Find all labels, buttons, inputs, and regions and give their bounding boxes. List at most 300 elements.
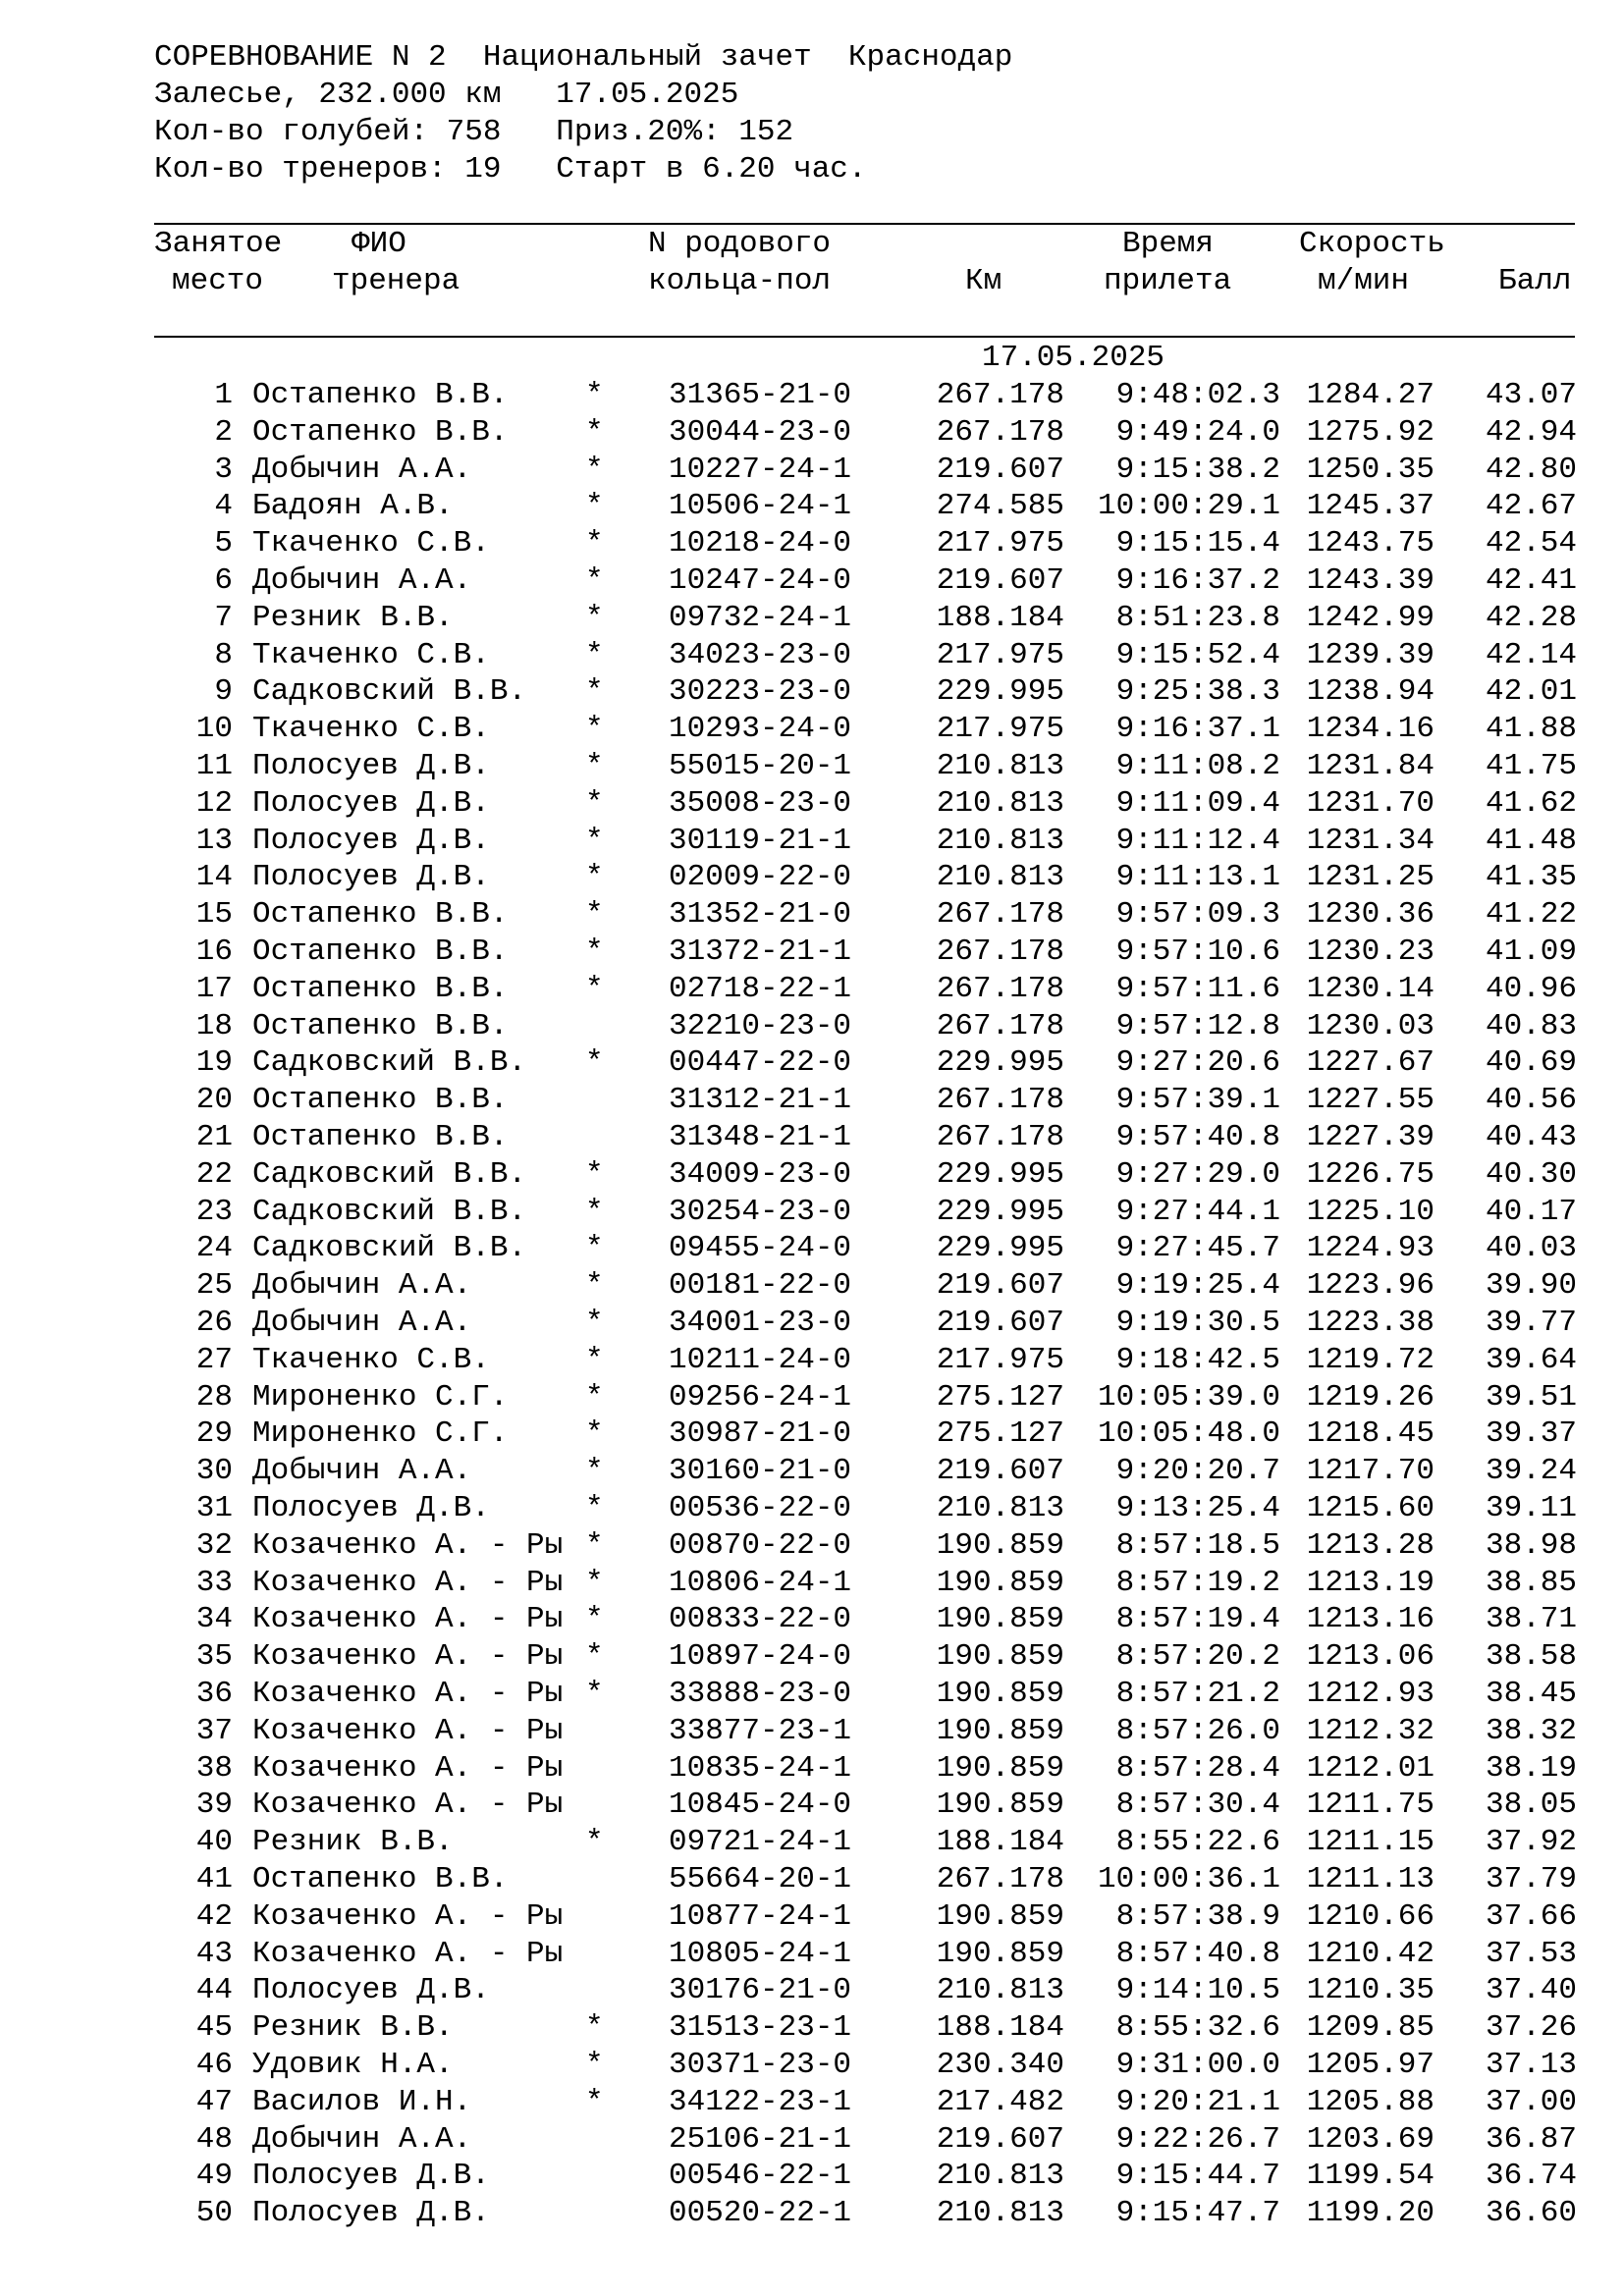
speed-cell: 1212.01 (1306, 1750, 1435, 1786)
speed-cell: 1223.38 (1306, 1306, 1435, 1340)
ring-number-cell: 09256-24-1 (669, 1379, 852, 1415)
speed-cell: 1238.94 (1306, 674, 1435, 710)
header-pigeons-count: Кол-во голубей: 758 Приз.20%: 152 (154, 115, 794, 149)
trainer-name-cell: Удовик Н.А. (252, 2048, 454, 2082)
table-row (0, 600, 1624, 637)
arrival-time-cell: 9:22:26.7 (1115, 2121, 1280, 2157)
distance-cell: 267.178 (936, 1120, 1064, 1154)
trainer-name-cell: Садковский В.В. (252, 674, 527, 710)
arrival-time-cell: 8:57:19.4 (1115, 1602, 1280, 1637)
points-cell: 41.62 (1485, 785, 1577, 821)
ring-number-cell: 10835-24-1 (669, 1750, 852, 1786)
arrival-time-cell: 9:57:10.6 (1115, 934, 1280, 969)
trainer-name-cell: Добычин А.А. (252, 1268, 472, 1304)
table-row (0, 934, 1624, 971)
ring-number-cell: 00520-22-1 (669, 2196, 852, 2231)
table-row (0, 2047, 1624, 2084)
place-cell: 30 (195, 1454, 233, 1489)
distance-cell: 219.607 (936, 1306, 1064, 1340)
place-cell: 35 (195, 1639, 233, 1675)
arrival-time-cell: 9:18:42.5 (1115, 1342, 1280, 1377)
distance-cell: 190.859 (936, 1527, 1064, 1563)
points-cell: 40.96 (1485, 971, 1577, 1006)
trainer-name-cell: Добычин А.А. (252, 1454, 472, 1489)
ring-number-cell: 00546-22-1 (669, 2159, 852, 2194)
speed-cell: 1212.32 (1306, 1713, 1435, 1748)
distance-cell: 219.607 (936, 452, 1064, 487)
col-speed-line2: м/мин (1318, 264, 1410, 298)
points-cell: 40.03 (1485, 1231, 1577, 1266)
table-row (0, 525, 1624, 562)
arrival-time-cell: 8:57:19.2 (1115, 1565, 1280, 1600)
col-ring-line2: кольца-пол (648, 264, 832, 298)
distance-cell: 190.859 (936, 1639, 1064, 1675)
points-cell: 41.75 (1485, 749, 1577, 783)
table-row (0, 971, 1624, 1008)
distance-cell: 190.859 (936, 1898, 1064, 1934)
arrival-time-cell: 9:49:24.0 (1115, 414, 1280, 450)
prize-star-cell: * (585, 1306, 604, 1340)
arrival-time-cell: 9:19:30.5 (1115, 1306, 1280, 1340)
arrival-time-cell: 8:57:40.8 (1115, 1936, 1280, 1971)
table-row (0, 1379, 1624, 1416)
speed-cell: 1245.37 (1306, 489, 1435, 524)
col-place-line2: место (172, 264, 264, 298)
header-location-date: Залесье, 232.000 км 17.05.2025 (154, 78, 739, 112)
points-cell: 41.48 (1485, 823, 1577, 858)
arrival-time-cell: 9:25:38.3 (1115, 674, 1280, 710)
place-cell: 10 (195, 712, 233, 747)
table-row (0, 1230, 1624, 1267)
place-cell: 49 (195, 2159, 233, 2194)
arrival-time-cell: 9:57:40.8 (1115, 1120, 1280, 1154)
arrival-time-cell: 8:57:20.2 (1115, 1639, 1280, 1675)
col-place-line1: Занятое (154, 227, 283, 261)
speed-cell: 1230.03 (1306, 1008, 1435, 1043)
trainer-name-cell: Ткаченко С.В. (252, 526, 490, 561)
speed-cell: 1213.28 (1306, 1527, 1435, 1563)
distance-cell: 217.975 (936, 637, 1064, 672)
col-speed-line1: Скорость (1299, 227, 1445, 261)
prize-star-cell: * (585, 2010, 604, 2046)
ring-number-cell: 09732-24-1 (669, 600, 852, 635)
prize-star-cell: * (585, 414, 604, 450)
arrival-time-cell: 9:15:47.7 (1115, 2196, 1280, 2231)
points-cell: 39.90 (1485, 1268, 1577, 1304)
table-row (0, 1861, 1624, 1898)
points-cell: 37.40 (1485, 1973, 1577, 2008)
points-cell: 40.30 (1485, 1156, 1577, 1192)
table-row (0, 414, 1624, 452)
arrival-time-cell: 9:57:09.3 (1115, 897, 1280, 933)
place-cell: 8 (214, 637, 233, 672)
place-cell: 6 (214, 563, 233, 598)
distance-cell: 229.995 (936, 674, 1064, 710)
distance-cell: 210.813 (936, 785, 1064, 821)
table-row (0, 1638, 1624, 1676)
trainer-name-cell: Полосуев Д.В. (252, 823, 490, 858)
place-cell: 26 (195, 1306, 233, 1340)
arrival-time-cell: 10:05:39.0 (1097, 1379, 1280, 1415)
distance-cell: 217.482 (936, 2084, 1064, 2119)
points-cell: 39.51 (1485, 1379, 1577, 1415)
table-row (0, 2195, 1624, 2232)
distance-cell: 190.859 (936, 1750, 1064, 1786)
ring-number-cell: 31312-21-1 (669, 1083, 852, 1118)
trainer-name-cell: Резник В.В. (252, 2010, 454, 2046)
place-cell: 20 (195, 1083, 233, 1118)
points-cell: 36.74 (1485, 2159, 1577, 2194)
distance-cell: 275.127 (936, 1416, 1064, 1452)
table-row (0, 488, 1624, 525)
trainer-name-cell: Козаченко А. - Ры (252, 1639, 564, 1675)
col-name-line2: тренера (332, 264, 460, 298)
ring-number-cell: 31513-23-1 (669, 2010, 852, 2046)
trainer-name-cell: Козаченко А. - Ры (252, 1713, 564, 1748)
ring-number-cell: 35008-23-0 (669, 785, 852, 821)
speed-cell: 1227.67 (1306, 1045, 1435, 1081)
trainer-name-cell: Остапенко В.В. (252, 1008, 509, 1043)
distance-cell: 210.813 (936, 1491, 1064, 1525)
trainer-name-cell: Садковский В.В. (252, 1045, 527, 1081)
prize-star-cell: * (585, 674, 604, 710)
place-cell: 23 (195, 1194, 233, 1229)
speed-cell: 1219.26 (1306, 1379, 1435, 1415)
place-cell: 36 (195, 1677, 233, 1711)
points-cell: 41.35 (1485, 860, 1577, 895)
ring-number-cell: 33888-23-0 (669, 1677, 852, 1711)
points-cell: 42.67 (1485, 489, 1577, 524)
arrival-time-cell: 8:55:32.6 (1115, 2010, 1280, 2046)
speed-cell: 1231.70 (1306, 785, 1435, 821)
distance-cell: 267.178 (936, 971, 1064, 1006)
arrival-time-cell: 9:11:12.4 (1115, 823, 1280, 858)
arrival-time-cell: 10:05:48.0 (1097, 1416, 1280, 1452)
distance-cell: 217.975 (936, 526, 1064, 561)
place-cell: 34 (195, 1602, 233, 1637)
points-cell: 38.05 (1485, 1788, 1577, 1823)
prize-star-cell: * (585, 860, 604, 895)
ring-number-cell: 10897-24-0 (669, 1639, 852, 1675)
points-cell: 38.19 (1485, 1750, 1577, 1786)
trainer-name-cell: Полосуев Д.В. (252, 2159, 490, 2194)
place-cell: 7 (214, 600, 233, 635)
place-cell: 40 (195, 1825, 233, 1860)
speed-cell: 1243.75 (1306, 526, 1435, 561)
trainer-name-cell: Добычин А.А. (252, 452, 472, 487)
speed-cell: 1224.93 (1306, 1231, 1435, 1266)
trainer-name-cell: Козаченко А. - Ры (252, 1565, 564, 1600)
place-cell: 1 (214, 378, 233, 412)
prize-star-cell: * (585, 2048, 604, 2082)
table-row (0, 1824, 1624, 1861)
distance-cell: 267.178 (936, 378, 1064, 412)
prize-star-cell: * (585, 489, 604, 524)
distance-cell: 210.813 (936, 823, 1064, 858)
ring-number-cell: 00833-22-0 (669, 1602, 852, 1637)
ring-number-cell: 02009-22-0 (669, 860, 852, 895)
points-cell: 38.45 (1485, 1677, 1577, 1711)
arrival-time-cell: 9:15:44.7 (1115, 2159, 1280, 2194)
points-cell: 37.92 (1485, 1825, 1577, 1860)
table-row (0, 1898, 1624, 1936)
trainer-name-cell: Остапенко В.В. (252, 971, 509, 1006)
ring-number-cell: 30987-21-0 (669, 1416, 852, 1452)
table-row (0, 1194, 1624, 1231)
table-row (0, 2084, 1624, 2121)
distance-cell: 210.813 (936, 1973, 1064, 2008)
table-row (0, 1119, 1624, 1156)
arrival-time-cell: 9:31:00.0 (1115, 2048, 1280, 2082)
arrival-time-cell: 9:57:12.8 (1115, 1008, 1280, 1043)
arrival-time-cell: 9:48:02.3 (1115, 378, 1280, 412)
prize-star-cell: * (585, 1342, 604, 1377)
ring-number-cell: 10805-24-1 (669, 1936, 852, 1971)
prize-star-cell: * (585, 1156, 604, 1192)
speed-cell: 1239.39 (1306, 637, 1435, 672)
ring-number-cell: 30160-21-0 (669, 1454, 852, 1489)
distance-cell: 274.585 (936, 489, 1064, 524)
col-km: Км (965, 264, 1002, 298)
points-cell: 39.11 (1485, 1491, 1577, 1525)
table-row (0, 1601, 1624, 1638)
place-cell: 12 (195, 785, 233, 821)
distance-cell: 219.607 (936, 1268, 1064, 1304)
arrival-time-cell: 9:15:15.4 (1115, 526, 1280, 561)
speed-cell: 1225.10 (1306, 1194, 1435, 1229)
prize-star-cell: * (585, 1379, 604, 1415)
trainer-name-cell: Полосуев Д.В. (252, 1491, 490, 1525)
points-cell: 37.66 (1485, 1898, 1577, 1934)
table-row (0, 1787, 1624, 1824)
distance-cell: 217.975 (936, 712, 1064, 747)
place-cell: 22 (195, 1156, 233, 1192)
place-cell: 41 (195, 1862, 233, 1896)
speed-cell: 1211.15 (1306, 1825, 1435, 1860)
arrival-time-cell: 9:27:29.0 (1115, 1156, 1280, 1192)
table-row (0, 2121, 1624, 2159)
points-cell: 37.53 (1485, 1936, 1577, 1971)
trainer-name-cell: Мироненко С.Г. (252, 1379, 509, 1415)
arrival-time-cell: 9:57:39.1 (1115, 1083, 1280, 1118)
trainer-name-cell: Остапенко В.В. (252, 378, 509, 412)
place-cell: 17 (195, 971, 233, 1006)
arrival-time-cell: 9:57:11.6 (1115, 971, 1280, 1006)
place-cell: 4 (214, 489, 233, 524)
distance-cell: 210.813 (936, 2159, 1064, 2194)
arrival-time-cell: 9:13:25.4 (1115, 1491, 1280, 1525)
ring-number-cell: 00181-22-0 (669, 1268, 852, 1304)
speed-cell: 1212.93 (1306, 1677, 1435, 1711)
prize-star-cell: * (585, 712, 604, 747)
table-row (0, 1453, 1624, 1490)
place-cell: 19 (195, 1045, 233, 1081)
points-cell: 37.00 (1485, 2084, 1577, 2119)
place-cell: 48 (195, 2121, 233, 2157)
speed-cell: 1213.19 (1306, 1565, 1435, 1600)
place-cell: 18 (195, 1008, 233, 1043)
arrival-time-cell: 8:55:22.6 (1115, 1825, 1280, 1860)
ring-number-cell: 30176-21-0 (669, 1973, 852, 2008)
speed-cell: 1230.23 (1306, 934, 1435, 969)
points-cell: 41.88 (1485, 712, 1577, 747)
arrival-time-cell: 9:11:13.1 (1115, 860, 1280, 895)
place-cell: 44 (195, 1973, 233, 2008)
distance-cell: 217.975 (936, 1342, 1064, 1377)
table-row (0, 1305, 1624, 1342)
ring-number-cell: 09721-24-1 (669, 1825, 852, 1860)
distance-cell: 267.178 (936, 897, 1064, 933)
ring-number-cell: 32210-23-0 (669, 1008, 852, 1043)
place-cell: 27 (195, 1342, 233, 1377)
trainer-name-cell: Мироненко С.Г. (252, 1416, 509, 1452)
ring-number-cell: 00536-22-0 (669, 1491, 852, 1525)
speed-cell: 1231.84 (1306, 749, 1435, 783)
points-cell: 36.60 (1485, 2196, 1577, 2231)
trainer-name-cell: Ткаченко С.В. (252, 712, 490, 747)
table-row (0, 673, 1624, 711)
place-cell: 21 (195, 1120, 233, 1154)
distance-cell: 229.995 (936, 1156, 1064, 1192)
prize-star-cell: * (585, 526, 604, 561)
trainer-name-cell: Козаченко А. - Ры (252, 1898, 564, 1934)
points-cell: 42.14 (1485, 637, 1577, 672)
place-cell: 16 (195, 934, 233, 969)
speed-cell: 1205.97 (1306, 2048, 1435, 2082)
distance-cell: 188.184 (936, 2010, 1064, 2046)
points-cell: 38.98 (1485, 1527, 1577, 1563)
ring-number-cell: 34023-23-0 (669, 637, 852, 672)
ring-number-cell: 55015-20-1 (669, 749, 852, 783)
date-label: 17.05.2025 (982, 341, 1165, 375)
trainer-name-cell: Полосуев Д.В. (252, 785, 490, 821)
speed-cell: 1199.54 (1306, 2159, 1435, 2194)
table-row (0, 1342, 1624, 1379)
trainer-name-cell: Козаченко А. - Ры (252, 1602, 564, 1637)
distance-cell: 275.127 (936, 1379, 1064, 1415)
trainer-name-cell: Остапенко В.В. (252, 1083, 509, 1118)
ring-number-cell: 10218-24-0 (669, 526, 852, 561)
trainer-name-cell: Резник В.В. (252, 600, 454, 635)
points-cell: 38.32 (1485, 1713, 1577, 1748)
prize-star-cell: * (585, 2084, 604, 2119)
place-cell: 24 (195, 1231, 233, 1266)
prize-star-cell: * (585, 1825, 604, 1860)
speed-cell: 1227.55 (1306, 1083, 1435, 1118)
distance-cell: 190.859 (936, 1788, 1064, 1823)
place-cell: 29 (195, 1416, 233, 1452)
trainer-name-cell: Добычин А.А. (252, 563, 472, 598)
arrival-time-cell: 9:16:37.2 (1115, 563, 1280, 598)
prize-star-cell: * (585, 1268, 604, 1304)
table-row (0, 1044, 1624, 1082)
place-cell: 15 (195, 897, 233, 933)
distance-cell: 190.859 (936, 1602, 1064, 1637)
col-name-line1: ФИО (352, 227, 406, 261)
arrival-time-cell: 9:14:10.5 (1115, 1973, 1280, 2008)
table-row (0, 1490, 1624, 1527)
table-row (0, 823, 1624, 860)
points-cell: 42.01 (1485, 674, 1577, 710)
place-cell: 39 (195, 1788, 233, 1823)
table-row (0, 785, 1624, 823)
speed-cell: 1230.14 (1306, 971, 1435, 1006)
place-cell: 9 (214, 674, 233, 710)
ring-number-cell: 34001-23-0 (669, 1306, 852, 1340)
speed-cell: 1211.75 (1306, 1788, 1435, 1823)
distance-cell: 210.813 (936, 2196, 1064, 2231)
speed-cell: 1230.36 (1306, 897, 1435, 933)
distance-cell: 229.995 (936, 1045, 1064, 1081)
speed-cell: 1213.06 (1306, 1639, 1435, 1675)
trainer-name-cell: Василов И.Н. (252, 2084, 472, 2119)
distance-cell: 230.340 (936, 2048, 1064, 2082)
distance-cell: 267.178 (936, 414, 1064, 450)
prize-star-cell: * (585, 785, 604, 821)
trainer-name-cell: Козаченко А. - Ры (252, 1677, 564, 1711)
distance-cell: 190.859 (936, 1677, 1064, 1711)
points-cell: 42.80 (1485, 452, 1577, 487)
ring-number-cell: 10293-24-0 (669, 712, 852, 747)
ring-number-cell: 30119-21-1 (669, 823, 852, 858)
place-cell: 13 (195, 823, 233, 858)
points-cell: 39.77 (1485, 1306, 1577, 1340)
arrival-time-cell: 9:11:08.2 (1115, 749, 1280, 783)
table-row (0, 1713, 1624, 1750)
place-cell: 37 (195, 1713, 233, 1748)
prize-star-cell: * (585, 823, 604, 858)
points-cell: 38.71 (1485, 1602, 1577, 1637)
arrival-time-cell: 9:27:44.1 (1115, 1194, 1280, 1229)
ring-number-cell: 30254-23-0 (669, 1194, 852, 1229)
arrival-time-cell: 9:20:20.7 (1115, 1454, 1280, 1489)
ring-number-cell: 31348-21-1 (669, 1120, 852, 1154)
ring-number-cell: 10877-24-1 (669, 1898, 852, 1934)
speed-cell: 1219.72 (1306, 1342, 1435, 1377)
table-row (0, 1008, 1624, 1045)
top-rule (154, 223, 1575, 225)
points-cell: 40.83 (1485, 1008, 1577, 1043)
place-cell: 31 (195, 1491, 233, 1525)
prize-star-cell: * (585, 1602, 604, 1637)
prize-star-cell: * (585, 1416, 604, 1452)
prize-star-cell: * (585, 600, 604, 635)
points-cell: 41.09 (1485, 934, 1577, 969)
table-row (0, 896, 1624, 934)
points-cell: 40.56 (1485, 1083, 1577, 1118)
table-row (0, 2009, 1624, 2047)
table-row (0, 1750, 1624, 1788)
speed-cell: 1215.60 (1306, 1491, 1435, 1525)
distance-cell: 267.178 (936, 1862, 1064, 1896)
col-time-line2: прилета (1104, 264, 1232, 298)
trainer-name-cell: Остапенко В.В. (252, 1120, 509, 1154)
place-cell: 46 (195, 2048, 233, 2082)
table-row (0, 1936, 1624, 1973)
table-row (0, 1415, 1624, 1453)
col-points: Балл (1498, 264, 1572, 298)
ring-number-cell: 55664-20-1 (669, 1862, 852, 1896)
points-cell: 43.07 (1485, 378, 1577, 412)
place-cell: 43 (195, 1936, 233, 1971)
trainer-name-cell: Полосуев Д.В. (252, 1973, 490, 2008)
ring-number-cell: 34009-23-0 (669, 1156, 852, 1192)
table-row (0, 1082, 1624, 1119)
distance-cell: 210.813 (936, 860, 1064, 895)
trainer-name-cell: Ткаченко С.В. (252, 637, 490, 672)
prize-star-cell: * (585, 1194, 604, 1229)
prize-star-cell: * (585, 563, 604, 598)
